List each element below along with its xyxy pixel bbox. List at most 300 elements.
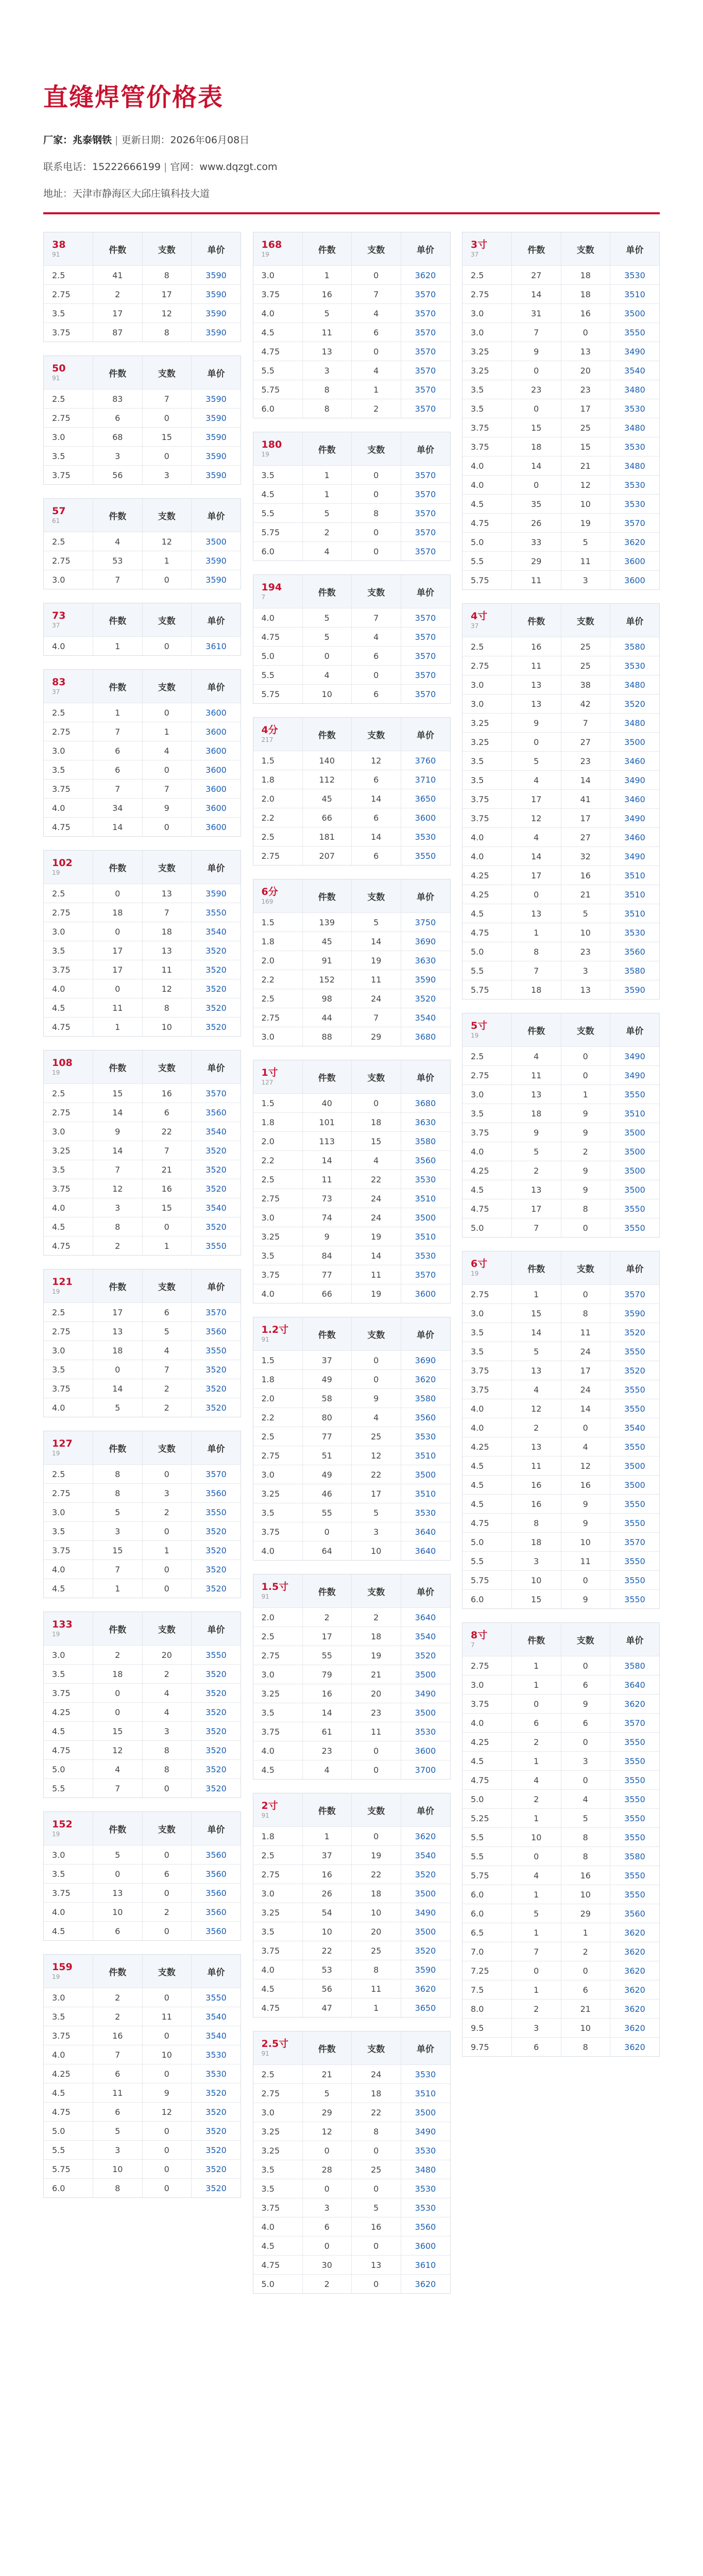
price-cell[interactable]: 3600 (401, 1741, 450, 1760)
price-cell[interactable]: 3500 (401, 1922, 450, 1941)
price-cell[interactable]: 3510 (610, 1104, 660, 1123)
price-cell[interactable]: 3500 (401, 1208, 450, 1227)
price-cell[interactable]: 3550 (610, 1590, 660, 1609)
price-cell[interactable]: 3540 (192, 1198, 241, 1217)
count-cell: 0 (93, 1360, 143, 1379)
price-cell[interactable]: 3530 (401, 1246, 450, 1265)
price-cell[interactable]: 3620 (610, 1961, 660, 1980)
price-cell[interactable]: 3520 (192, 941, 241, 960)
price-cell[interactable]: 3560 (192, 1484, 241, 1503)
price-cell[interactable]: 3550 (610, 1085, 660, 1104)
price-cell[interactable]: 3690 (401, 1351, 450, 1370)
price-cell[interactable]: 3580 (610, 961, 660, 980)
pieces-cell: 7 (561, 714, 610, 733)
price-cell[interactable]: 3550 (192, 1503, 241, 1522)
price-cell[interactable]: 3520 (192, 1741, 241, 1760)
price-cell[interactable]: 3530 (401, 2141, 450, 2160)
price-cell[interactable]: 3600 (401, 808, 450, 827)
price-cell[interactable]: 3590 (401, 970, 450, 989)
price-cell[interactable]: 3710 (401, 770, 450, 789)
table-header-row (462, 1623, 659, 1656)
table-row (462, 1552, 659, 1571)
price-cell[interactable]: 3570 (192, 1084, 241, 1103)
price-cell[interactable]: 3520 (192, 1779, 241, 1798)
price-cell[interactable]: 3560 (401, 1408, 450, 1427)
price-cell[interactable]: 3540 (192, 922, 241, 941)
thickness-cell: 3.5 (44, 1160, 93, 1179)
price-cell[interactable]: 3500 (401, 2103, 450, 2122)
price-cell[interactable]: 3590 (192, 551, 241, 570)
price-cell[interactable]: 3560 (192, 1322, 241, 1341)
count-cell: 8 (512, 1514, 561, 1533)
price-cell[interactable]: 3530 (401, 1503, 450, 1522)
price-cell[interactable]: 3570 (401, 666, 450, 685)
price-cell[interactable]: 3560 (192, 1884, 241, 1903)
price-cell[interactable]: 3510 (401, 1484, 450, 1503)
count-cell: 10 (302, 685, 352, 704)
price-cell[interactable]: 3550 (610, 1752, 660, 1771)
price-cell[interactable]: 3530 (401, 2179, 450, 2198)
price-cell[interactable]: 3610 (192, 637, 241, 656)
price-cell[interactable]: 3520 (192, 1722, 241, 1741)
price-cell[interactable]: 3520 (192, 1684, 241, 1703)
price-cell[interactable]: 3620 (610, 1694, 660, 1714)
price-cell[interactable]: 3620 (401, 1827, 450, 1846)
price-cell[interactable]: 3570 (401, 466, 450, 485)
price-cell[interactable]: 3520 (192, 1160, 241, 1179)
price-cell[interactable]: 3500 (401, 1465, 450, 1484)
price-cell[interactable]: 3680 (401, 1027, 450, 1046)
price-cell[interactable]: 3570 (192, 1303, 241, 1322)
price-cell[interactable]: 3520 (192, 1665, 241, 1684)
price-column (43, 232, 241, 2294)
price-cell[interactable]: 3500 (610, 1142, 660, 1161)
price-cell[interactable]: 3570 (401, 323, 450, 342)
price-cell[interactable]: 3460 (610, 752, 660, 771)
price-cell[interactable]: 3490 (610, 1066, 660, 1085)
price-cell[interactable]: 3600 (192, 818, 241, 837)
price-cell[interactable]: 3590 (192, 570, 241, 589)
price-cell[interactable]: 3570 (401, 647, 450, 666)
thickness-cell: 4.75 (44, 1236, 93, 1256)
price-cell[interactable]: 3570 (610, 1714, 660, 1733)
price-cell[interactable]: 3590 (401, 1960, 450, 1979)
price-cell[interactable]: 3590 (610, 1304, 660, 1323)
table-row (44, 1179, 241, 1198)
price-cell[interactable]: 3490 (401, 1903, 450, 1922)
price-cell[interactable]: 3520 (192, 1217, 241, 1236)
price-cell[interactable]: 3590 (192, 884, 241, 903)
price-cell[interactable]: 3500 (610, 1456, 660, 1476)
price-cell[interactable]: 3550 (610, 1790, 660, 1809)
price-cell[interactable]: 3580 (610, 637, 660, 656)
price-cell[interactable]: 3570 (401, 504, 450, 523)
pieces-cell: 4 (352, 628, 401, 647)
price-cell[interactable]: 3650 (401, 789, 450, 808)
price-cell[interactable]: 3560 (192, 1922, 241, 1941)
price-cell[interactable]: 3600 (192, 760, 241, 779)
thickness-cell: 2.2 (253, 970, 303, 989)
price-cell[interactable]: 3550 (610, 1571, 660, 1590)
price-cell[interactable]: 3530 (610, 437, 660, 456)
price-cell[interactable]: 3520 (192, 1018, 241, 1037)
price-cell[interactable]: 3620 (610, 1980, 660, 1999)
price-cell[interactable]: 3490 (401, 1684, 450, 1703)
price-cell[interactable]: 3550 (610, 1495, 660, 1514)
price-cell[interactable]: 3520 (192, 2083, 241, 2103)
price-cell[interactable]: 3600 (610, 552, 660, 571)
price-cell[interactable]: 3640 (401, 1541, 450, 1561)
price-cell[interactable]: 3530 (192, 2045, 241, 2064)
price-cell[interactable]: 3590 (192, 323, 241, 342)
price-cell[interactable]: 3530 (401, 1722, 450, 1741)
price-cell[interactable]: 3570 (401, 608, 450, 628)
price-cell[interactable]: 3550 (610, 1199, 660, 1218)
price-cell[interactable]: 3530 (401, 1170, 450, 1189)
price-cell[interactable]: 3560 (192, 1865, 241, 1884)
price-cell[interactable]: 3500 (610, 1476, 660, 1495)
table-row (44, 979, 241, 998)
price-cell[interactable]: 3520 (192, 960, 241, 979)
count-cell: 6 (512, 2038, 561, 2057)
price-cell[interactable]: 3560 (192, 1103, 241, 1122)
price-cell[interactable]: 3510 (610, 866, 660, 885)
thickness-cell: 3.5 (44, 447, 93, 466)
pieces-cell: 21 (561, 1999, 610, 2019)
price-cell[interactable]: 3640 (401, 1608, 450, 1627)
price-cell[interactable]: 3550 (610, 1828, 660, 1847)
price-cell[interactable]: 3540 (401, 1627, 450, 1646)
price-cell[interactable]: 3560 (192, 1903, 241, 1922)
price-cell[interactable]: 3630 (401, 1113, 450, 1132)
price-cell[interactable]: 3570 (401, 685, 450, 704)
price-cell[interactable]: 3570 (401, 304, 450, 323)
count-cell: 88 (302, 1027, 352, 1046)
price-cell[interactable]: 3620 (610, 1942, 660, 1961)
price-cell[interactable]: 3600 (192, 703, 241, 722)
price-cell[interactable]: 3560 (610, 942, 660, 961)
count-cell: 41 (93, 266, 143, 285)
table-row (462, 942, 659, 961)
price-cell[interactable]: 3600 (192, 741, 241, 760)
price-cell[interactable]: 3620 (401, 1370, 450, 1389)
price-cell[interactable]: 3570 (401, 628, 450, 647)
spec-name: 127 (52, 1438, 73, 1449)
price-cell[interactable]: 3480 (610, 714, 660, 733)
price-cell[interactable]: 3570 (401, 485, 450, 504)
price-cell[interactable]: 3540 (401, 1008, 450, 1027)
price-cell[interactable]: 3590 (192, 409, 241, 428)
price-cell[interactable]: 3570 (401, 342, 450, 361)
price-cell[interactable]: 3520 (192, 1141, 241, 1160)
price-cell[interactable]: 3620 (610, 2038, 660, 2057)
price-cell[interactable]: 3600 (401, 1284, 450, 1303)
price-cell[interactable]: 3550 (610, 1437, 660, 1456)
price-cell[interactable]: 3750 (401, 913, 450, 932)
price-cell[interactable]: 3590 (192, 389, 241, 409)
price-cell[interactable]: 3480 (610, 456, 660, 476)
price-cell[interactable]: 3600 (192, 779, 241, 799)
count-cell: 49 (302, 1465, 352, 1484)
price-cell[interactable]: 3460 (610, 828, 660, 847)
spec-code: 91 (52, 375, 60, 382)
pieces-cell: 0 (352, 1827, 401, 1846)
count-cell: 5 (512, 752, 561, 771)
price-cell[interactable]: 3520 (192, 1179, 241, 1198)
price-cell[interactable]: 3590 (192, 428, 241, 447)
price-cell[interactable]: 3510 (610, 885, 660, 904)
price-cell[interactable]: 3520 (401, 989, 450, 1008)
price-cell[interactable]: 3550 (192, 903, 241, 922)
price-cell[interactable]: 3560 (610, 1904, 660, 1923)
price-cell[interactable]: 3520 (192, 1579, 241, 1598)
price-cell[interactable]: 3520 (192, 2179, 241, 2198)
price-cell[interactable]: 3550 (610, 1514, 660, 1533)
price-cell[interactable]: 3580 (610, 1656, 660, 1675)
price-cell[interactable]: 3520 (610, 1323, 660, 1342)
price-cell[interactable]: 3570 (192, 1465, 241, 1484)
price-cell[interactable]: 3620 (610, 1923, 660, 1942)
price-cell[interactable]: 3540 (192, 1122, 241, 1141)
price-cell[interactable]: 3570 (610, 514, 660, 533)
price-cell[interactable]: 3530 (610, 399, 660, 418)
price-cell[interactable]: 3550 (610, 1552, 660, 1571)
price-cell[interactable]: 3510 (401, 1227, 450, 1246)
price-cell[interactable]: 3560 (401, 1151, 450, 1170)
price-cell[interactable]: 3490 (610, 809, 660, 828)
price-cell[interactable]: 3520 (192, 2122, 241, 2141)
table-row (253, 1113, 450, 1132)
price-cell[interactable]: 3500 (401, 1665, 450, 1684)
price-cell[interactable]: 3690 (401, 932, 450, 951)
price-cell[interactable]: 3600 (401, 2236, 450, 2256)
price-cell[interactable]: 3520 (401, 1646, 450, 1665)
price-cell[interactable]: 3500 (401, 1703, 450, 1722)
price-cell[interactable]: 3570 (401, 399, 450, 418)
price-cell[interactable]: 3550 (610, 323, 660, 342)
price-cell[interactable]: 3560 (192, 1845, 241, 1865)
price-cell[interactable]: 3540 (192, 2007, 241, 2026)
price-cell[interactable]: 3520 (192, 2103, 241, 2122)
price-cell[interactable]: 3550 (192, 1988, 241, 2007)
phone-number[interactable]: 15222666199 (92, 161, 161, 173)
price-cell[interactable]: 3640 (401, 1522, 450, 1541)
price-cell[interactable]: 3530 (610, 923, 660, 942)
price-cell[interactable]: 3620 (610, 2019, 660, 2038)
price-cell[interactable]: 3570 (401, 542, 450, 561)
price-cell[interactable]: 3590 (192, 266, 241, 285)
price-cell[interactable]: 3500 (610, 733, 660, 752)
price-cell[interactable]: 3530 (401, 1427, 450, 1446)
price-cell[interactable]: 3480 (401, 2160, 450, 2179)
spec-table (43, 1050, 241, 1256)
price-cell[interactable]: 3760 (401, 751, 450, 770)
price-cell[interactable]: 3680 (401, 1094, 450, 1113)
price-cell[interactable]: 3520 (192, 1522, 241, 1541)
price-cell[interactable]: 3510 (401, 1189, 450, 1208)
count-cell: 139 (302, 913, 352, 932)
price-cell[interactable]: 3590 (192, 285, 241, 304)
price-cell[interactable]: 3550 (610, 1399, 660, 1418)
price-cell[interactable]: 3590 (192, 447, 241, 466)
price-cell[interactable]: 3500 (192, 532, 241, 551)
price-cell[interactable]: 3520 (192, 979, 241, 998)
price-cell[interactable]: 3510 (610, 285, 660, 304)
price-cell[interactable]: 3570 (401, 361, 450, 380)
table-row (44, 903, 241, 922)
pieces-cell: 0 (352, 2236, 401, 2256)
table-row (462, 828, 659, 847)
thickness-cell: 2.5 (44, 1084, 93, 1103)
price-cell[interactable]: 3610 (401, 2256, 450, 2275)
pieces-header: 支数 (142, 1269, 192, 1303)
price-cell[interactable]: 3550 (610, 1342, 660, 1361)
price-cell[interactable]: 3600 (192, 799, 241, 818)
price-cell[interactable]: 3520 (192, 2141, 241, 2160)
price-cell[interactable]: 3490 (610, 771, 660, 790)
price-cell[interactable]: 3620 (401, 1979, 450, 1998)
price-cell[interactable]: 3600 (610, 571, 660, 590)
table-row (253, 1960, 450, 1979)
thickness-cell: 2.5 (44, 1465, 93, 1484)
price-cell[interactable]: 3520 (192, 1360, 241, 1379)
table-row (44, 1084, 241, 1103)
price-cell[interactable]: 3550 (610, 1380, 660, 1399)
price-cell[interactable]: 3490 (610, 847, 660, 866)
price-cell[interactable]: 3510 (610, 904, 660, 923)
count-cell: 49 (302, 1370, 352, 1389)
price-cell[interactable]: 3580 (401, 1132, 450, 1151)
price-cell[interactable]: 3530 (610, 476, 660, 495)
price-cell[interactable]: 3550 (610, 1733, 660, 1752)
spec-code: 61 (52, 517, 60, 524)
pieces-header: 支数 (561, 232, 610, 266)
price-cell[interactable]: 3540 (401, 1846, 450, 1865)
price-cell[interactable]: 3490 (401, 2122, 450, 2141)
price-cell[interactable]: 3570 (610, 1533, 660, 1552)
price-cell[interactable]: 3590 (192, 304, 241, 323)
price-cell[interactable]: 3570 (610, 1285, 660, 1304)
price-cell[interactable]: 3590 (192, 466, 241, 485)
price-cell[interactable]: 3520 (192, 1703, 241, 1722)
price-cell[interactable]: 3620 (401, 2275, 450, 2294)
price-table (44, 1269, 241, 1417)
price-cell[interactable]: 3620 (610, 1999, 660, 2019)
price-cell[interactable]: 3530 (401, 2198, 450, 2217)
price-cell[interactable]: 3570 (401, 380, 450, 399)
price-cell[interactable]: 3520 (192, 1541, 241, 1560)
thickness-cell: 3.75 (44, 1541, 93, 1560)
price-cell[interactable]: 3550 (192, 1646, 241, 1665)
price-cell[interactable]: 3550 (610, 1885, 660, 1904)
site-link[interactable]: www.dqzgt.com (199, 161, 278, 173)
price-cell[interactable]: 3490 (610, 342, 660, 361)
price-cell[interactable]: 3540 (610, 361, 660, 380)
price-cell[interactable]: 3580 (401, 1389, 450, 1408)
price-cell[interactable]: 3630 (401, 951, 450, 970)
price-cell[interactable]: 3620 (401, 266, 450, 285)
price-cell[interactable]: 3520 (192, 1760, 241, 1779)
price-cell[interactable]: 3510 (401, 2084, 450, 2103)
price-cell[interactable]: 3570 (401, 523, 450, 542)
price-cell[interactable]: 3540 (610, 1418, 660, 1437)
pieces-cell: 4 (561, 1437, 610, 1456)
price-cell[interactable]: 3530 (610, 266, 660, 285)
price-cell[interactable]: 3520 (192, 2160, 241, 2179)
price-cell[interactable]: 3550 (192, 1341, 241, 1360)
price-cell[interactable]: 3520 (401, 1865, 450, 1884)
count-cell: 15 (512, 418, 561, 437)
price-cell[interactable]: 3550 (610, 1866, 660, 1885)
price-cell[interactable]: 3530 (610, 495, 660, 514)
spec-code: 217 (261, 736, 273, 743)
thickness-cell: 4.5 (253, 485, 303, 504)
price-cell[interactable]: 3490 (610, 1047, 660, 1066)
pieces-cell: 19 (352, 1284, 401, 1303)
price-cell[interactable]: 3530 (610, 656, 660, 675)
price-cell[interactable]: 3500 (610, 304, 660, 323)
thickness-cell: 3.75 (44, 323, 93, 342)
price-cell[interactable]: 3480 (610, 418, 660, 437)
price-cell[interactable]: 3640 (610, 1675, 660, 1694)
price-cell[interactable]: 3520 (192, 998, 241, 1018)
price-cell[interactable]: 3520 (401, 1941, 450, 1960)
pieces-cell: 18 (142, 922, 192, 941)
price-cell[interactable]: 3500 (610, 1161, 660, 1180)
price-cell[interactable]: 3650 (401, 1998, 450, 2018)
price-cell[interactable]: 3570 (401, 285, 450, 304)
price-cell[interactable]: 3550 (610, 1809, 660, 1828)
price-cell[interactable]: 3550 (401, 846, 450, 866)
price-cell[interactable]: 3560 (401, 2217, 450, 2236)
pieces-header: 支数 (142, 499, 192, 532)
pieces-cell: 10 (561, 1533, 610, 1552)
price-cell[interactable]: 3580 (610, 1847, 660, 1866)
price-cell[interactable]: 3480 (610, 675, 660, 694)
price-cell[interactable]: 3530 (401, 827, 450, 846)
price-cell[interactable]: 3530 (192, 2064, 241, 2083)
price-cell[interactable]: 3520 (192, 1379, 241, 1398)
price-cell[interactable]: 3520 (192, 1560, 241, 1579)
count-cell: 10 (93, 2160, 143, 2179)
price-cell[interactable]: 3700 (401, 1760, 450, 1780)
price-cell[interactable]: 3500 (610, 1180, 660, 1199)
price-cell[interactable]: 3540 (192, 2026, 241, 2045)
price-cell[interactable]: 3550 (192, 1236, 241, 1256)
pieces-header: 支数 (561, 1013, 610, 1047)
price-cell[interactable]: 3520 (192, 1398, 241, 1417)
spec-header (462, 604, 512, 637)
price-cell[interactable]: 3480 (610, 380, 660, 399)
price-cell[interactable]: 3620 (610, 533, 660, 552)
price-cell[interactable]: 3570 (401, 1265, 450, 1284)
pieces-cell: 4 (142, 1341, 192, 1360)
price-cell[interactable]: 3590 (610, 980, 660, 999)
price-cell[interactable]: 3510 (401, 1446, 450, 1465)
price-cell[interactable]: 3550 (610, 1218, 660, 1238)
thickness-cell: 5.75 (462, 1866, 512, 1885)
count-cell: 23 (302, 1741, 352, 1760)
price-cell[interactable]: 3530 (401, 2065, 450, 2084)
price-cell[interactable]: 3500 (610, 1123, 660, 1142)
price-cell[interactable]: 3500 (401, 1884, 450, 1903)
price-cell[interactable]: 3520 (610, 694, 660, 714)
price-cell[interactable]: 3460 (610, 790, 660, 809)
price-cell[interactable]: 3550 (610, 1771, 660, 1790)
thickness-cell: 1.8 (253, 1113, 303, 1132)
price-cell[interactable]: 3600 (192, 722, 241, 741)
price-cell[interactable]: 3520 (610, 1361, 660, 1380)
